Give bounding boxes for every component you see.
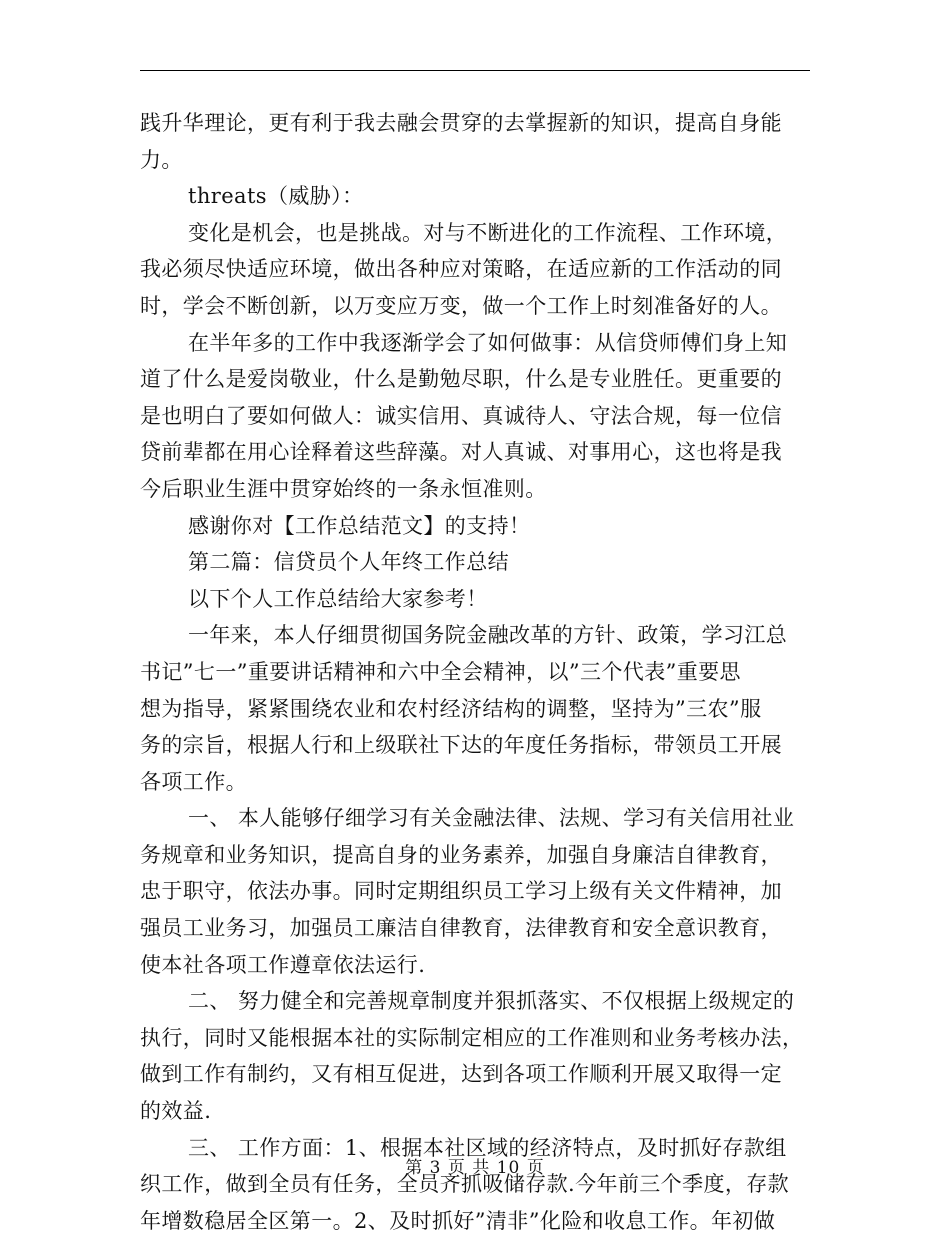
text-line: 二、 努力健全和完善规章制度并狠抓落实、不仅根据上级规定的 <box>188 989 795 1014</box>
text-line: 践升华理论，更有利于我去融会贯穿的去掌握新的知识，提高自身能 <box>140 111 782 135</box>
text-line: 贷前辈都在用心诠释着这些辞藻。对人真诚、对事用心，这也将是我 <box>140 440 782 465</box>
text-line: threats（威胁）： <box>188 184 364 209</box>
text-line: 变化是机会，也是挑战。对与不断进化的工作流程、工作环境， <box>188 220 788 245</box>
text-line: 一、 本人能够仔细学习有关金融法律、法规、学习有关信用社业 <box>188 806 795 831</box>
text-line: 执行，同时又能根据本社的实际制定相应的工作准则和业务考核办法， <box>140 1025 804 1050</box>
text-line: 做到工作有制约，又有相互促进，达到各项工作顺利开展又取得一定 <box>140 1062 782 1087</box>
text-line: 时，学会不断创新，以万变应万变，做一个工作上时刻准备好的人。 <box>140 293 782 318</box>
text-line: 忠于职守，依法办事。同时定期组织员工学习上级有关文件精神，加 <box>140 879 782 904</box>
document-body <box>140 105 810 1239</box>
text-line: 使本社各项工作遵章依法运行. <box>140 952 426 977</box>
text-line: 书记”七一”重要讲话精神和六中全会精神，以”三个代表”重要思 <box>140 659 741 684</box>
text-line: 务的宗旨，根据人行和上级联社下达的年度任务指标，带领员工开展 <box>140 733 782 758</box>
text-line: 各项工作。 <box>140 769 247 794</box>
text-line: 在半年多的工作中我逐渐学会了如何做事：从信贷师傅们身上知 <box>188 330 788 355</box>
text-line: 今后职业生涯中贯穿始终的一条永恒准则。 <box>140 476 547 501</box>
text-line: 年增数稳居全区第一。2、及时抓好”清非”化险和收息工作。年初做 <box>140 1208 776 1233</box>
text-line: 力。 <box>140 147 183 172</box>
text-line: 的效益. <box>140 1099 212 1124</box>
header-rule <box>140 70 810 71</box>
text-line: 道了什么是爱岗敬业，什么是勤勉尽职，什么是专业胜任。更重要的 <box>140 367 782 392</box>
text-line: 感谢你对【工作总结范文】的支持！ <box>188 513 531 538</box>
text-line: 是也明白了要如何做人：诚实信用、真诚待人、守法合规，每一位信 <box>140 403 782 428</box>
text-line: 一年来，本人仔细贯彻国务院金融改革的方针、政策，学习江总 <box>188 623 788 648</box>
text-line: 我必须尽快适应环境，做出各种应对策略，在适应新的工作活动的同 <box>140 257 782 282</box>
text-line: 想为指导，紧紧围绕农业和农村经济结构的调整，坚持为”三农”服 <box>140 696 762 721</box>
text-line: 强员工业务习，加强员工廉洁自律教育，法律教育和安全意识教育， <box>140 916 782 941</box>
text-line: 三、 工作方面：1、根据本社区域的经济特点，及时抓好存款组 <box>188 1135 787 1160</box>
text-line: 务规章和业务知识，提高自身的业务素养，加强自身廉洁自律教育， <box>140 842 782 867</box>
text-line: 织工作，做到全员有任务，全员齐抓吸储存款.今年前三个季度，存款 <box>140 1172 790 1197</box>
text-line: 第二篇：信贷员个人年终工作总结 <box>188 550 509 575</box>
text-line: 以下个人工作总结给大家参考！ <box>188 586 488 611</box>
page-footer: 第 3 页 共 10 页 <box>405 1158 545 1178</box>
